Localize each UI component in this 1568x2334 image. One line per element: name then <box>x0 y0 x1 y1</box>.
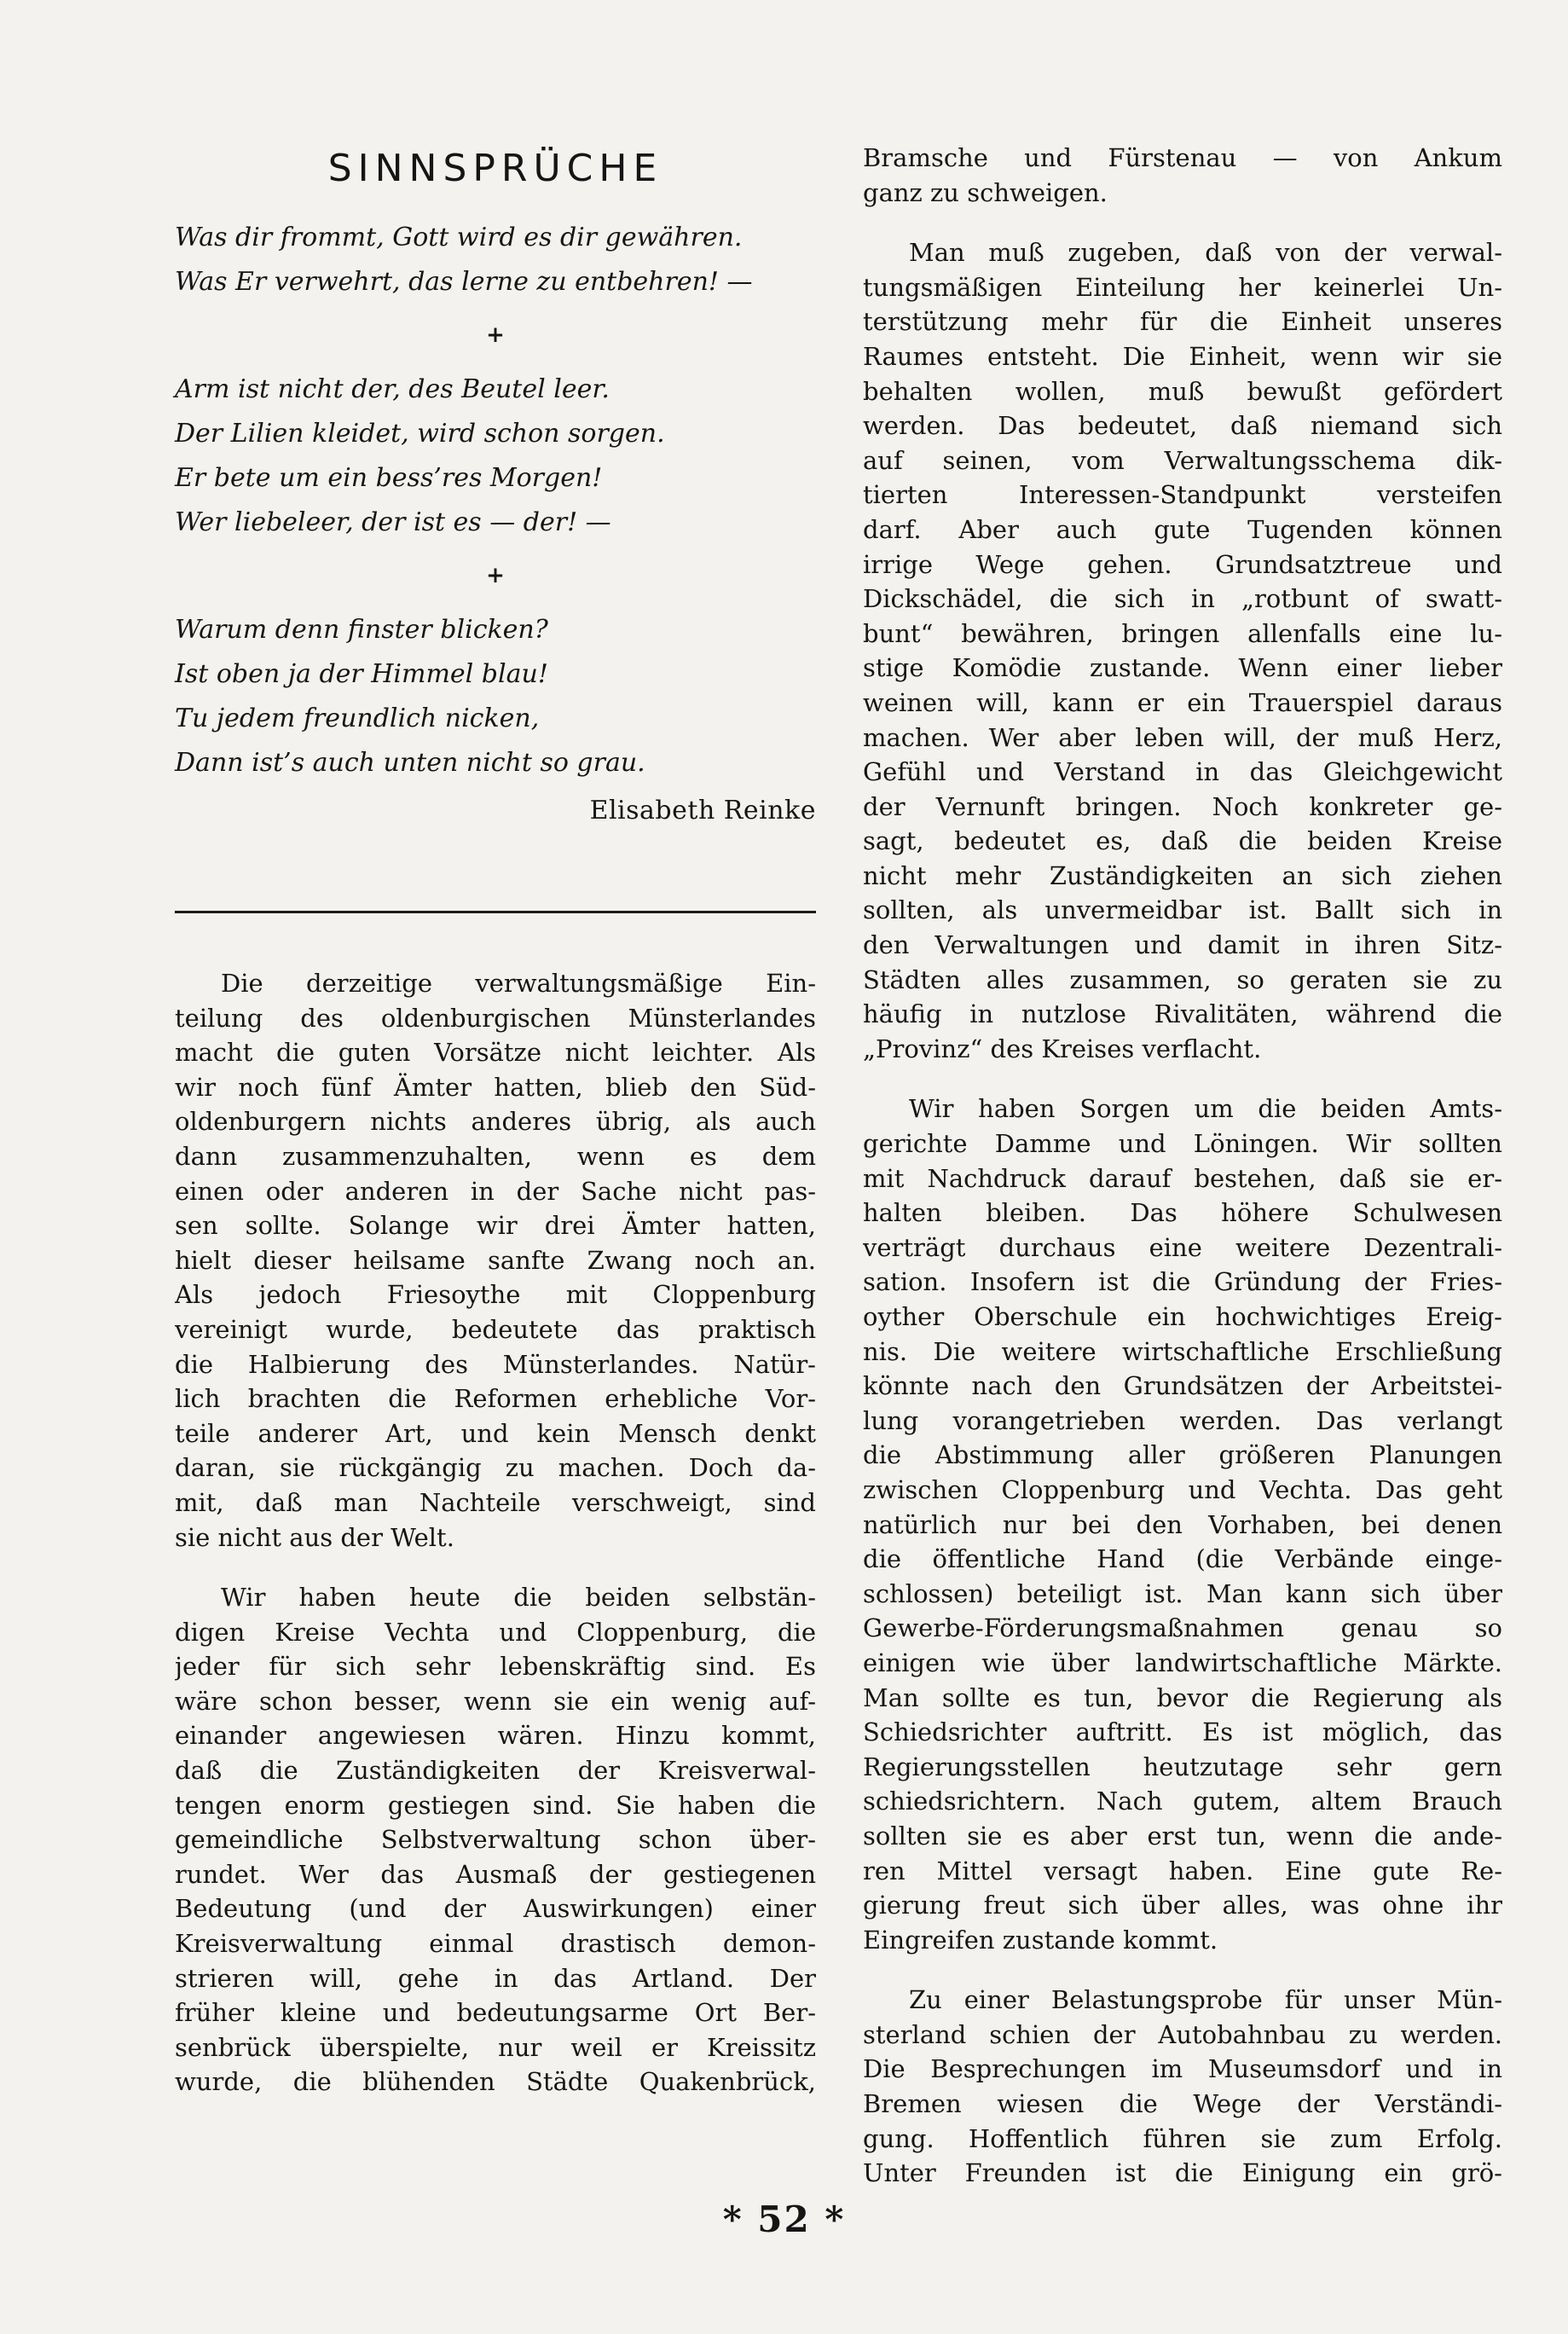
text-line: Wir haben Sorgen um die beiden Amts- <box>909 1094 1502 1124</box>
poem-line: Er bete um ein bess’res Morgen! <box>175 463 603 493</box>
text-line: Gewerbe-Förderungsmaßnahmen genau so <box>863 1613 1502 1643</box>
text-line: bunt“ bewähren, bringen allenfalls eine lu- <box>863 618 1502 648</box>
left-column <box>175 136 816 2125</box>
text-line: jeder für sich sehr lebenskräftig sind. Es <box>175 1652 816 1682</box>
paragraph <box>863 141 1502 210</box>
poem-author: Elisabeth Reinke <box>589 796 816 825</box>
text-line: wäre schon besser, wenn sie ein wenig auf- <box>175 1686 816 1716</box>
text-line: behalten wollen, muß bewußt gefördert <box>863 376 1502 406</box>
text-line: wurde, die blühenden Städte Quakenbrück, <box>175 2067 816 2097</box>
text-line: Gefühl und Verstand in das Gleichgewicht <box>863 757 1502 787</box>
text-line: einander angewiesen wären. Hinzu kommt, <box>175 1721 816 1751</box>
text-line: Die Besprechungen im Museumsdorf und in <box>863 2054 1502 2084</box>
poem-stanza-1 <box>175 216 816 304</box>
text-line: auf seinen, vom Verwaltungsschema dik- <box>863 445 1502 475</box>
text-line: den Verwaltungen und damit in ihren Sitz- <box>863 930 1502 960</box>
text-line: strieren will, gehe in das Artland. Der <box>175 1963 816 1993</box>
poem-line: Ist oben ja der Himmel blau! <box>175 659 548 689</box>
text-line: Die derzeitige verwaltungsmäßige Ein- <box>221 969 816 998</box>
text-line: Als jedoch Friesoythe mit Cloppenburg <box>175 1280 816 1310</box>
text-line: die Halbierung des Münsterlandes. Natür- <box>175 1349 816 1379</box>
text-line: Unter Freunden ist die Einigung ein grö- <box>863 2158 1502 2188</box>
text-line: senbrück überspielte, nur weil er Kreissitz <box>175 2032 816 2062</box>
text-line: vereinigt wurde, bedeutete das praktisch <box>175 1314 816 1344</box>
text-line: gung. Hoffentlich führen sie zum Erfolg. <box>863 2123 1502 2153</box>
text-line: Dickschädel, die sich in „rotbunt of swatt- <box>863 584 1502 614</box>
poem-line: Tu jedem freundlich nicken, <box>175 704 540 733</box>
article-left-text <box>175 966 816 2099</box>
text-line: mit Nachdruck darauf bestehen, daß sie er- <box>863 1163 1502 1193</box>
poem-line: Dann ist’s auch unten nicht so grau. <box>175 748 645 778</box>
poem-line: Was dir frommt, Gott wird es dir gewähren. <box>175 223 743 252</box>
text-line: lung vorangetrieben werden. Das verlangt <box>863 1405 1502 1435</box>
text-line: daß die Zuständigkeiten der Kreisverwal- <box>175 1756 816 1786</box>
text-line: Bedeutung (und der Auswirkungen) einer <box>175 1894 816 1924</box>
poem-line: Arm ist nicht der, des Beutel leer. <box>175 374 610 404</box>
text-line: tierten Interessen-Standpunkt versteifen <box>863 480 1502 510</box>
poem-line: Was Er verwehrt, das lerne zu entbehren! — <box>175 267 753 297</box>
text-line: schlossen) beteiligt ist. Man kann sich über <box>863 1578 1502 1608</box>
text-line: häufig in nutzlose Rivalitäten, während die <box>863 999 1502 1029</box>
text-line: mit, daß man Nachteile verschweigt, sind <box>175 1487 816 1517</box>
paragraph <box>863 1092 1502 1957</box>
text-line: schiedsrichtern. Nach gutem, altem Brauch <box>863 1787 1502 1816</box>
text-line: darf. Aber auch gute Tugenden können <box>863 514 1502 544</box>
text-line: die öffentliche Hand (die Verbände einge- <box>863 1544 1502 1574</box>
text-line: sterland schien der Autobahnbau zu werden. <box>863 2019 1502 2049</box>
text-line: terstützung mehr für die Einheit unseres <box>863 307 1502 337</box>
text-line: verträgt durchaus eine weitere Dezentrali- <box>863 1232 1502 1262</box>
text-line: Eingreifen zustande kommt. <box>863 1925 1218 1955</box>
text-line: Regierungsstellen heutzutage sehr gern <box>863 1752 1502 1781</box>
text-line: wir noch fünf Ämter hatten, blieb den Süd- <box>175 1072 816 1102</box>
poem-stanza-3 <box>175 608 816 785</box>
text-line: könnte nach den Grundsätzen der Arbeitstei- <box>863 1371 1502 1401</box>
text-line: sen sollte. Solange wir drei Ämter hatten, <box>175 1211 816 1241</box>
poem-separator: + <box>486 322 505 348</box>
poem-stanza-2 <box>175 368 816 545</box>
poem-line: Der Lilien kleidet, wird schon sorgen. <box>175 419 665 449</box>
right-column <box>863 141 1502 2216</box>
text-line: dann zusammenzuhalten, wenn es dem <box>175 1141 816 1171</box>
paragraph <box>175 966 816 1555</box>
text-line: lich brachten die Reformen erhebliche Vor- <box>175 1384 816 1414</box>
text-line: Man muß zugeben, daß von der verwal- <box>909 238 1502 268</box>
poem-line: Wer liebeleer, der ist es — der! — <box>175 507 611 537</box>
text-line: tengen enorm gestiegen sind. Sie haben die <box>175 1790 816 1820</box>
page-number: * 52 * <box>722 2198 846 2240</box>
poem-line: Warum denn finster blicken? <box>175 615 548 645</box>
text-line: sation. Insofern ist die Gründung der Fries- <box>863 1267 1502 1297</box>
text-line: digen Kreise Vechta und Cloppenburg, die <box>175 1617 816 1647</box>
text-line: Städten alles zusammen, so geraten sie zu <box>863 964 1502 994</box>
text-line: werden. Das bedeutet, daß niemand sich <box>863 411 1502 441</box>
text-line: Raumes entsteht. Die Einheit, wenn wir sie <box>863 341 1502 371</box>
text-line: tungsmäßigen Einteilung her keinerlei Un- <box>863 272 1502 302</box>
text-line: halten bleiben. Das höhere Schulwesen <box>863 1198 1502 1228</box>
text-line: sagt, bedeutet es, daß die beiden Kreise <box>863 826 1502 856</box>
text-line: macht die guten Vorsätze nicht leichter. Als <box>175 1038 816 1068</box>
text-line: irrige Wege gehen. Grundsatztreue und <box>863 549 1502 579</box>
text-line: die Abstimmung aller größeren Planungen <box>863 1440 1502 1470</box>
text-line: gierung freut sich über alles, was ohne ihr <box>863 1891 1502 1920</box>
text-line: teile anderer Art, und kein Mensch denkt <box>175 1418 816 1448</box>
text-line: Zu einer Belastungsprobe für unser Mün- <box>909 1985 1502 2015</box>
text-line: natürlich nur bei den Vorhaben, bei denen <box>863 1509 1502 1539</box>
text-line: einigen wie über landwirtschaftliche Märkte. <box>863 1648 1502 1677</box>
text-line: zwischen Cloppenburg und Vechta. Das geht <box>863 1474 1502 1504</box>
text-line: Bramsche und Fürstenau — von Ankum <box>863 143 1502 172</box>
paragraph <box>175 1580 816 2099</box>
article-right-text <box>863 141 1502 2191</box>
text-line: einen oder anderen in der Sache nicht pas- <box>175 1176 816 1206</box>
text-line: weinen will, kann er ein Trauerspiel daraus <box>863 687 1502 717</box>
paragraph <box>863 1983 1502 2191</box>
text-line: teilung des oldenburgischen Münsterlandes <box>175 1003 816 1033</box>
text-line: oldenburgern nichts anderes übrig, als auch <box>175 1107 816 1137</box>
paragraph <box>863 235 1502 1066</box>
text-line: „Provinz“ des Kreises verflacht. <box>863 1034 1262 1063</box>
text-line: hielt dieser heilsame sanfte Zwang noch an. <box>175 1245 816 1275</box>
text-line: nicht mehr Zuständigkeiten an sich ziehen <box>863 860 1502 890</box>
text-line: ganz zu schweigen. <box>863 177 1108 207</box>
text-line: ren Mittel versagt haben. Eine gute Re- <box>863 1856 1502 1885</box>
text-line: sollten, als unvermeidbar ist. Ballt sich in <box>863 895 1502 925</box>
text-line: machen. Wer aber leben will, der muß Herz, <box>863 722 1502 752</box>
text-line: Bremen wiesen die Wege der Verständi- <box>863 2089 1502 2119</box>
text-line: gemeindliche Selbstverwaltung schon über- <box>175 1825 816 1855</box>
text-line: Kreisverwaltung einmal drastisch demon- <box>175 1929 816 1959</box>
text-line: rundet. Wer das Ausmaß der gestiegenen <box>175 1859 816 1889</box>
poem-title: SINNSPRÜCHE <box>327 147 663 190</box>
text-line: früher kleine und bedeutungsarme Ort Ber- <box>175 1998 816 2028</box>
text-line: sollten sie es aber erst tun, wenn die ande- <box>863 1821 1502 1850</box>
text-line: daran, sie rückgängig zu machen. Doch da- <box>175 1453 816 1483</box>
text-line: Schiedsrichter auftritt. Es ist möglich, das <box>863 1717 1502 1747</box>
poem-separator: + <box>486 563 505 588</box>
text-line: nis. Die weitere wirtschaftliche Erschließung <box>863 1336 1502 1366</box>
text-line: gerichte Damme und Löningen. Wir sollten <box>863 1129 1502 1159</box>
text-line: stige Komödie zustande. Wenn einer lieber <box>863 653 1502 683</box>
poem <box>175 216 816 785</box>
text-line: der Vernunft bringen. Noch konkreter ge- <box>863 791 1502 821</box>
text-line: Wir haben heute die beiden selbstän- <box>221 1583 816 1613</box>
text-line: Man sollte es tun, bevor die Regierung als <box>863 1682 1502 1712</box>
text-line: oyther Oberschule ein hochwichtiges Ereig- <box>863 1302 1502 1331</box>
section-divider <box>175 911 816 913</box>
text-line: sie nicht aus der Welt. <box>175 1522 454 1552</box>
